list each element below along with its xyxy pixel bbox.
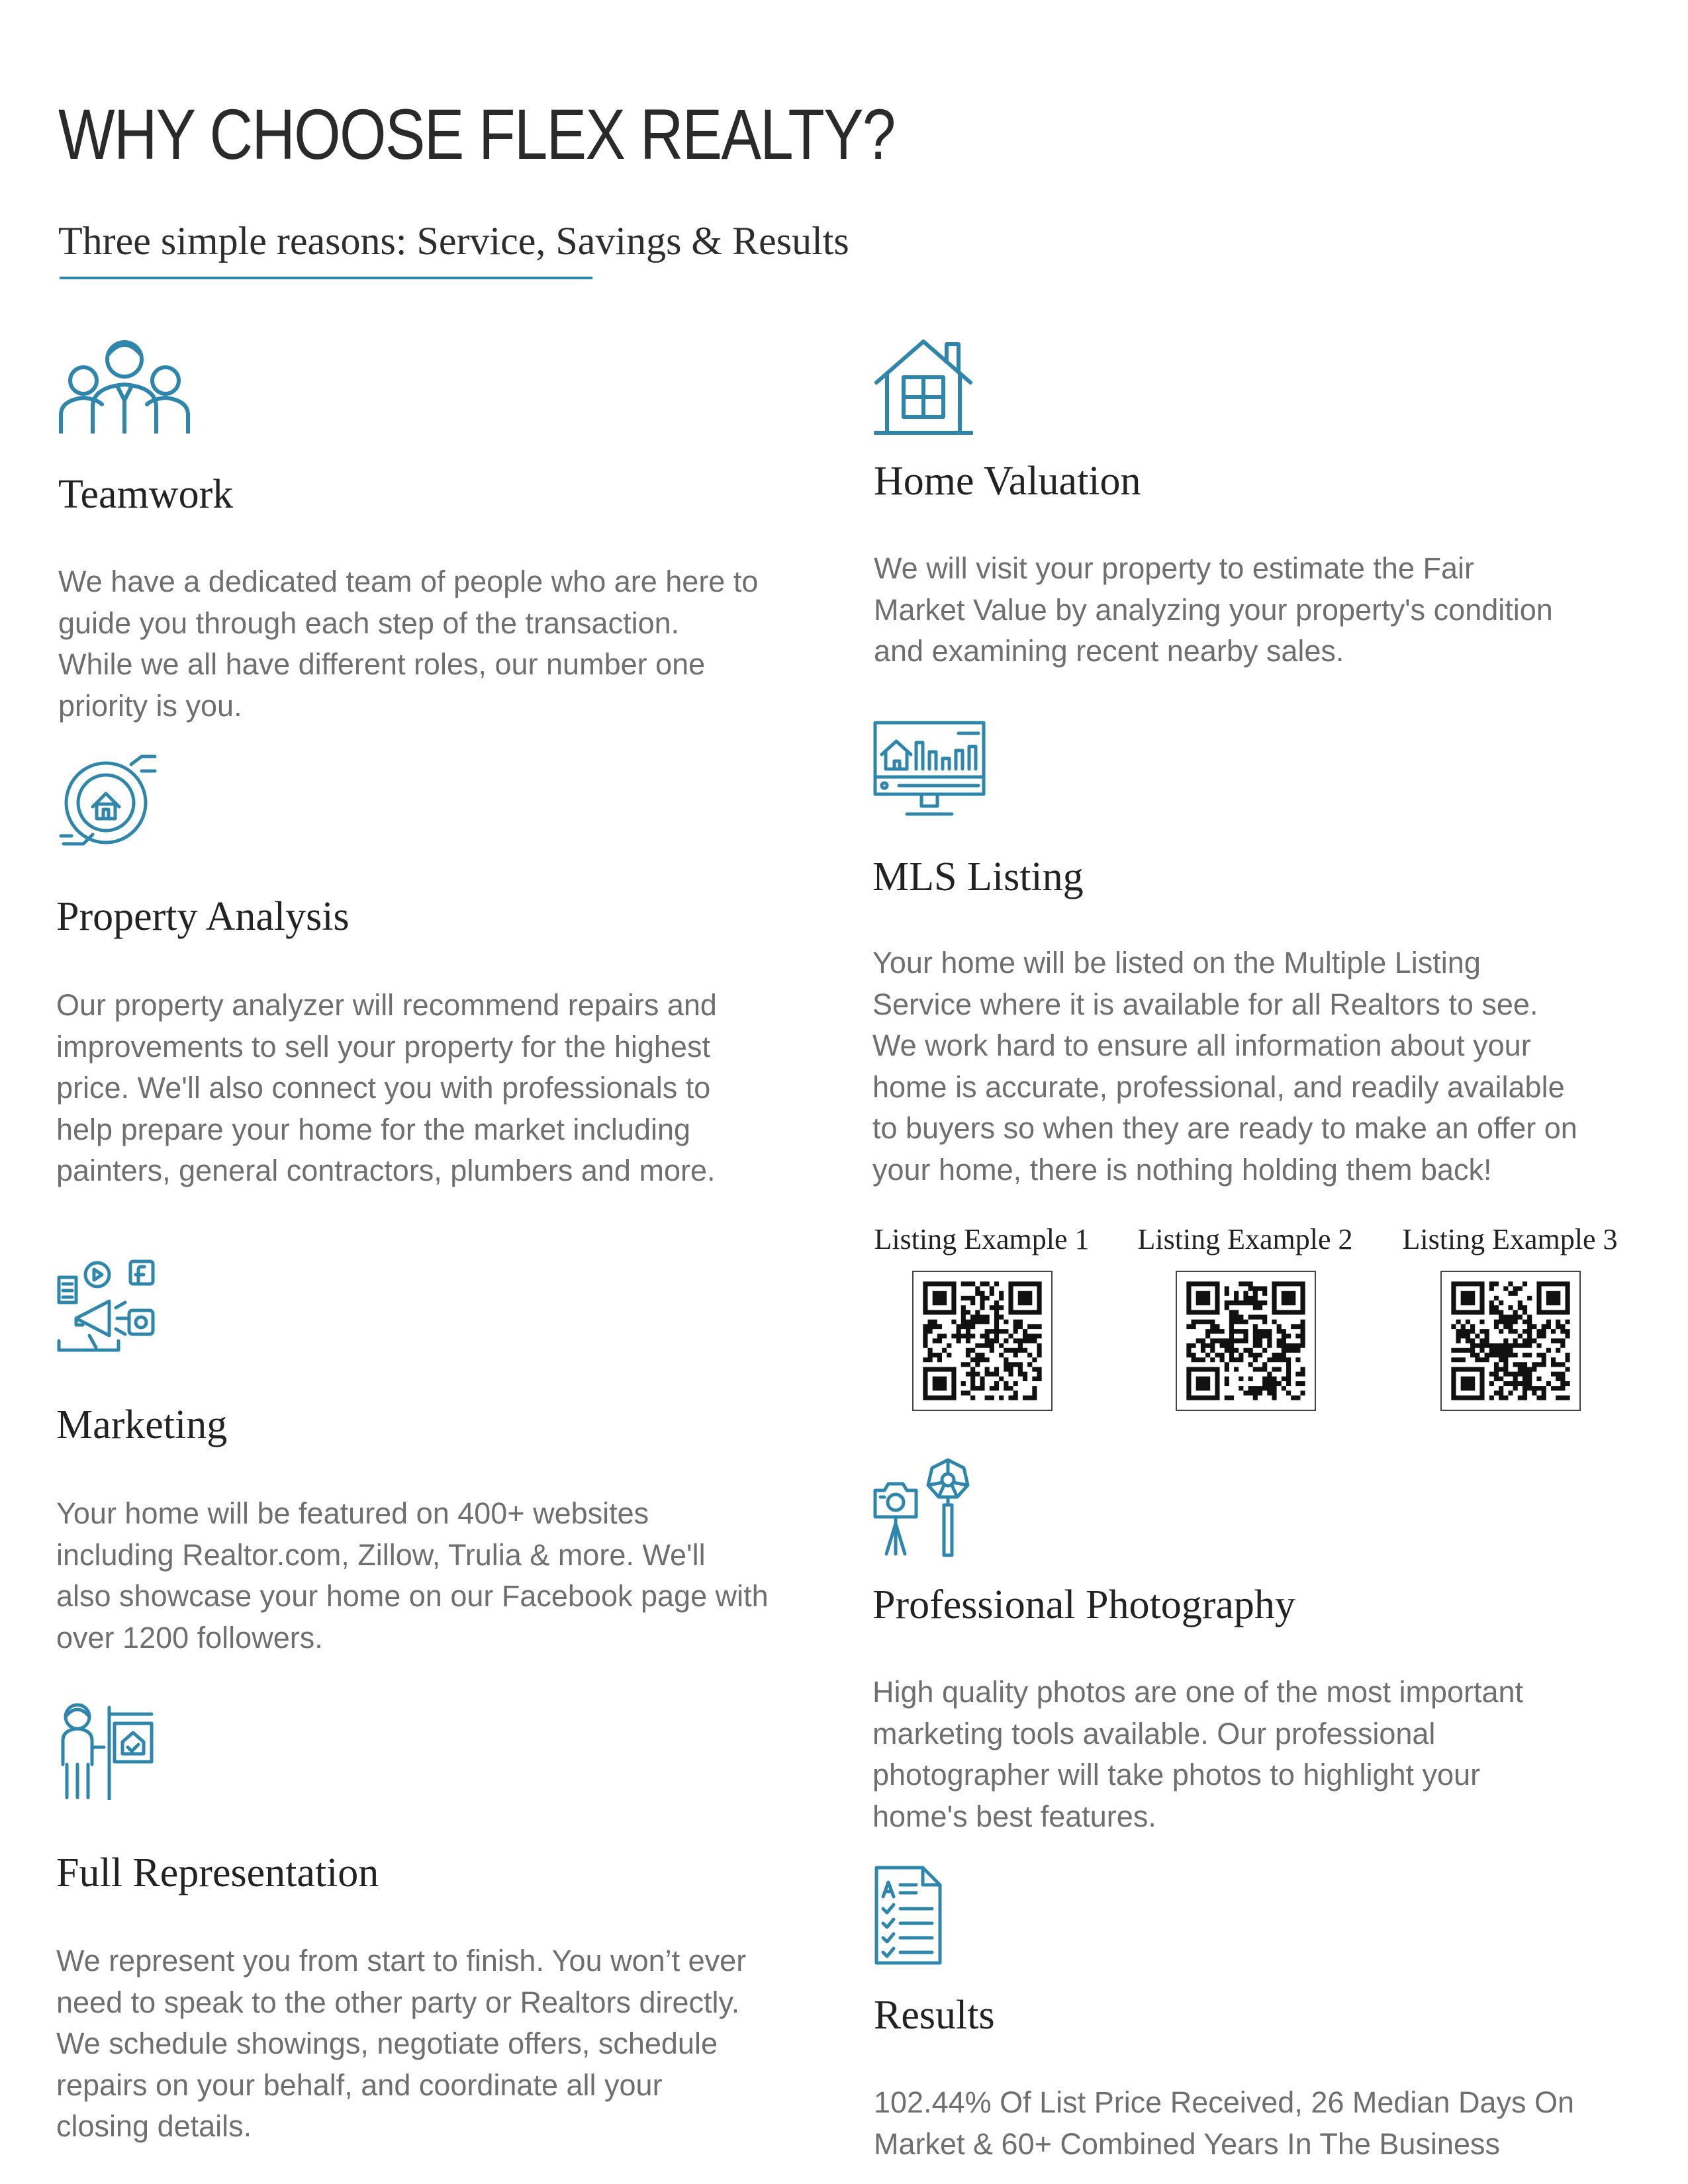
professional-photography-heading: Professional Photography xyxy=(872,1582,1295,1627)
home-valuation-heading: Home Valuation xyxy=(874,459,1141,504)
listing-example-2-label: Listing Example 2 xyxy=(1137,1223,1353,1255)
camera-light-icon xyxy=(872,1456,972,1559)
full-representation-heading: Full Representation xyxy=(56,1850,379,1895)
mls-listing-description: Your home will be listed on the Multiple Listing Service where it is available for all Realtors to see. We work hard to ensure all information about your home is accurate, professional, and readily available to buyers so when they are ready to make an offer on your home, there is nothing holding them back! xyxy=(872,946,1577,1187)
teamwork-heading: Teamwork xyxy=(58,472,234,517)
mls-listing-heading: MLS Listing xyxy=(872,854,1084,899)
listing-example-3-qr-code[interactable] xyxy=(1440,1271,1581,1411)
listing-example-2-qr-code[interactable] xyxy=(1176,1271,1316,1411)
page-subtitle: Three simple reasons: Service, Savings & Results xyxy=(58,219,849,263)
monitor-chart-icon xyxy=(872,720,986,821)
property-analysis-description: Our property analyzer will recommend repairs and improvements to sell your property for the highest price. We'll also connect you with professionals to help prepare your home for the market including painters, general contractors, plumbers and more. xyxy=(56,988,717,1187)
subtitle-underline xyxy=(60,277,592,279)
property-analysis-heading: Property Analysis xyxy=(56,894,350,939)
team-icon xyxy=(58,334,191,433)
listing-example-1-qr-code[interactable] xyxy=(912,1271,1053,1411)
checklist-icon xyxy=(874,1865,943,1966)
home-analysis-icon xyxy=(58,751,158,850)
house-icon xyxy=(874,336,973,435)
page-title: WHY CHOOSE FLEX REALTY? xyxy=(58,94,895,174)
marketing-heading: Marketing xyxy=(56,1402,228,1447)
home-valuation-description: We will visit your property to estimate the Fair Market Value by analyzing your property's condition and examining recent nearby sales. xyxy=(874,551,1553,668)
agent-sign-icon xyxy=(56,1701,156,1800)
listing-example-1-label: Listing Example 1 xyxy=(874,1223,1090,1255)
listing-example-3-label: Listing Example 3 xyxy=(1402,1223,1618,1255)
megaphone-social-icon xyxy=(56,1257,156,1357)
teamwork-description: We have a dedicated team of people who are here to guide you through each step of the transaction. While we all have different roles, our number one priority is you. xyxy=(58,565,759,723)
professional-photography-description: High quality photos are one of the most important marketing tools available. Our professional photographer will take photos to highlight your home's best features. xyxy=(872,1675,1524,1833)
marketing-description: Your home will be featured on 400+ websites including Realtor.com, Zillow, Trulia & more. We'll also showcase your home on our Facebook page with over 1200 followers. xyxy=(56,1496,769,1655)
results-heading: Results xyxy=(874,1993,995,2038)
full-representation-description: We represent you from start to finish. You won’t ever need to speak to the other party or Realtors directly. We schedule showings, negotiate offers, schedule repairs on your behalf, and coordinate all your closing details. xyxy=(56,1944,747,2143)
results-description: 102.44% Of List Price Received, 26 Median Days On Market & 60+ Combined Years In The Business xyxy=(874,2085,1575,2161)
